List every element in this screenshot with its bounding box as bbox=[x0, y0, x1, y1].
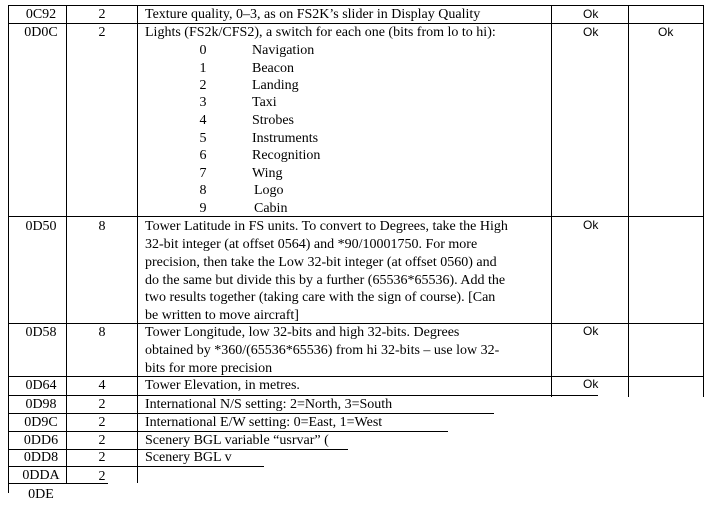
light-bit-name: Wing bbox=[252, 166, 283, 181]
table-row-description: International N/S setting: 2=North, 3=South bbox=[145, 397, 393, 412]
table-row-description-line: Tower Longitude, low 32-bits and high 32-bits. Degrees bbox=[145, 325, 460, 340]
light-bit-name: Cabin bbox=[254, 201, 288, 216]
table-row-description-line: precision, then take the Low 32-bit integer (at offset 0560) and bbox=[145, 255, 497, 270]
table-row-offset: 0D58 bbox=[25, 325, 57, 340]
light-bit-number: 5 bbox=[199, 131, 207, 146]
table-row-read-status: Ok bbox=[583, 324, 599, 338]
light-bit-number: 0 bbox=[199, 43, 207, 58]
table-row-read-status: Ok bbox=[583, 25, 599, 39]
light-bit-number: 9 bbox=[199, 201, 207, 216]
column-divider-read bbox=[628, 5, 629, 397]
table-row-read-status: Ok bbox=[583, 377, 599, 391]
light-bit-name: Instruments bbox=[252, 131, 319, 146]
table-row-description-line: bits for more precision bbox=[145, 361, 273, 376]
table-border-right bbox=[703, 5, 704, 397]
table-row-size: 2 bbox=[98, 433, 106, 448]
table-row-size: 2 bbox=[98, 415, 106, 430]
light-bit-name: Logo bbox=[254, 183, 284, 198]
table-row-description-line: obtained by *360/(65536*65536) from hi 32-bits – use low 32- bbox=[145, 343, 500, 358]
light-bit-number: 2 bbox=[199, 78, 207, 93]
table-row-size: 4 bbox=[98, 378, 106, 393]
table-row-size: 2 bbox=[98, 469, 106, 484]
light-bit-number: 8 bbox=[199, 183, 207, 198]
table-row-description-line: two results together (taking care with the sign of course). [Can bbox=[145, 290, 496, 305]
table-row-description: Tower Elevation, in metres. bbox=[145, 378, 300, 393]
table-row-offset: 0D9C bbox=[24, 415, 58, 430]
light-bit-name: Strobes bbox=[252, 113, 294, 128]
table-row-description: Lights (FS2k/CFS2), a switch for each one (bits from lo to hi): bbox=[145, 25, 496, 40]
light-bit-name: Taxi bbox=[252, 95, 277, 110]
table-row-description-line: do the same but divide this by a further (65536*65536). Add the bbox=[145, 273, 506, 288]
table-row-offset: 0DDA bbox=[22, 468, 60, 483]
light-bit-name: Recognition bbox=[252, 148, 321, 163]
table-row-description-line: Tower Latitude in FS units. To convert to Degrees, take the High bbox=[145, 219, 508, 234]
table-row-description-line: be written to move aircraft] bbox=[145, 308, 299, 323]
table-row-offset: 0DD8 bbox=[23, 450, 59, 465]
table-row-description: Texture quality, 0–3, as on FS2K’s slider in Display Quality bbox=[145, 7, 481, 22]
light-bit-number: 4 bbox=[199, 113, 207, 128]
table-row-offset: 0DE bbox=[28, 487, 54, 502]
table-row-size-clip bbox=[67, 468, 137, 484]
table-row-size: 8 bbox=[98, 219, 106, 234]
table-row-size: 8 bbox=[98, 325, 106, 340]
table-row-description-clip bbox=[145, 432, 375, 448]
light-bit-number: 3 bbox=[199, 95, 207, 110]
table-row-size: 2 bbox=[98, 25, 106, 40]
column-divider-description bbox=[551, 5, 552, 397]
table-row-read-status: Ok bbox=[583, 218, 599, 232]
light-bit-name: Beacon bbox=[252, 61, 294, 76]
table-row-size: 2 bbox=[98, 7, 106, 22]
column-divider-size bbox=[137, 5, 138, 483]
table-row-offset: 0DD6 bbox=[23, 433, 59, 448]
light-bit-number: 6 bbox=[199, 148, 207, 163]
light-bit-number: 7 bbox=[199, 166, 207, 181]
table-row-description: Scenery BGL variable “usrvar” ( bbox=[145, 433, 329, 448]
table-row-offset: 0D64 bbox=[25, 378, 57, 393]
table-row-size: 2 bbox=[98, 397, 106, 412]
table-row-offset: 0D50 bbox=[25, 219, 57, 234]
table-row-offset: 0D0C bbox=[24, 25, 58, 40]
table-row-description: International E/W setting: 0=East, 1=West bbox=[145, 415, 383, 430]
table-row-offset-clip bbox=[8, 486, 66, 502]
table-row-read-status: Ok bbox=[583, 7, 599, 21]
table-row-description: Scenery BGL v bbox=[145, 450, 232, 465]
table-row-write-status: Ok bbox=[658, 25, 674, 39]
table-row-offset: 0C92 bbox=[25, 7, 57, 22]
light-bit-number: 1 bbox=[199, 61, 207, 76]
table-row-description-clip bbox=[145, 449, 265, 465]
table-row-offset: 0D98 bbox=[25, 397, 57, 412]
light-bit-name: Landing bbox=[252, 78, 299, 93]
table-row-description-line: 32-bit integer (at offset 0564) and *90/10001750. For more bbox=[145, 237, 478, 252]
table-row-size: 2 bbox=[98, 450, 106, 465]
light-bit-name: Navigation bbox=[252, 43, 315, 58]
row-rule-2 bbox=[8, 216, 704, 217]
